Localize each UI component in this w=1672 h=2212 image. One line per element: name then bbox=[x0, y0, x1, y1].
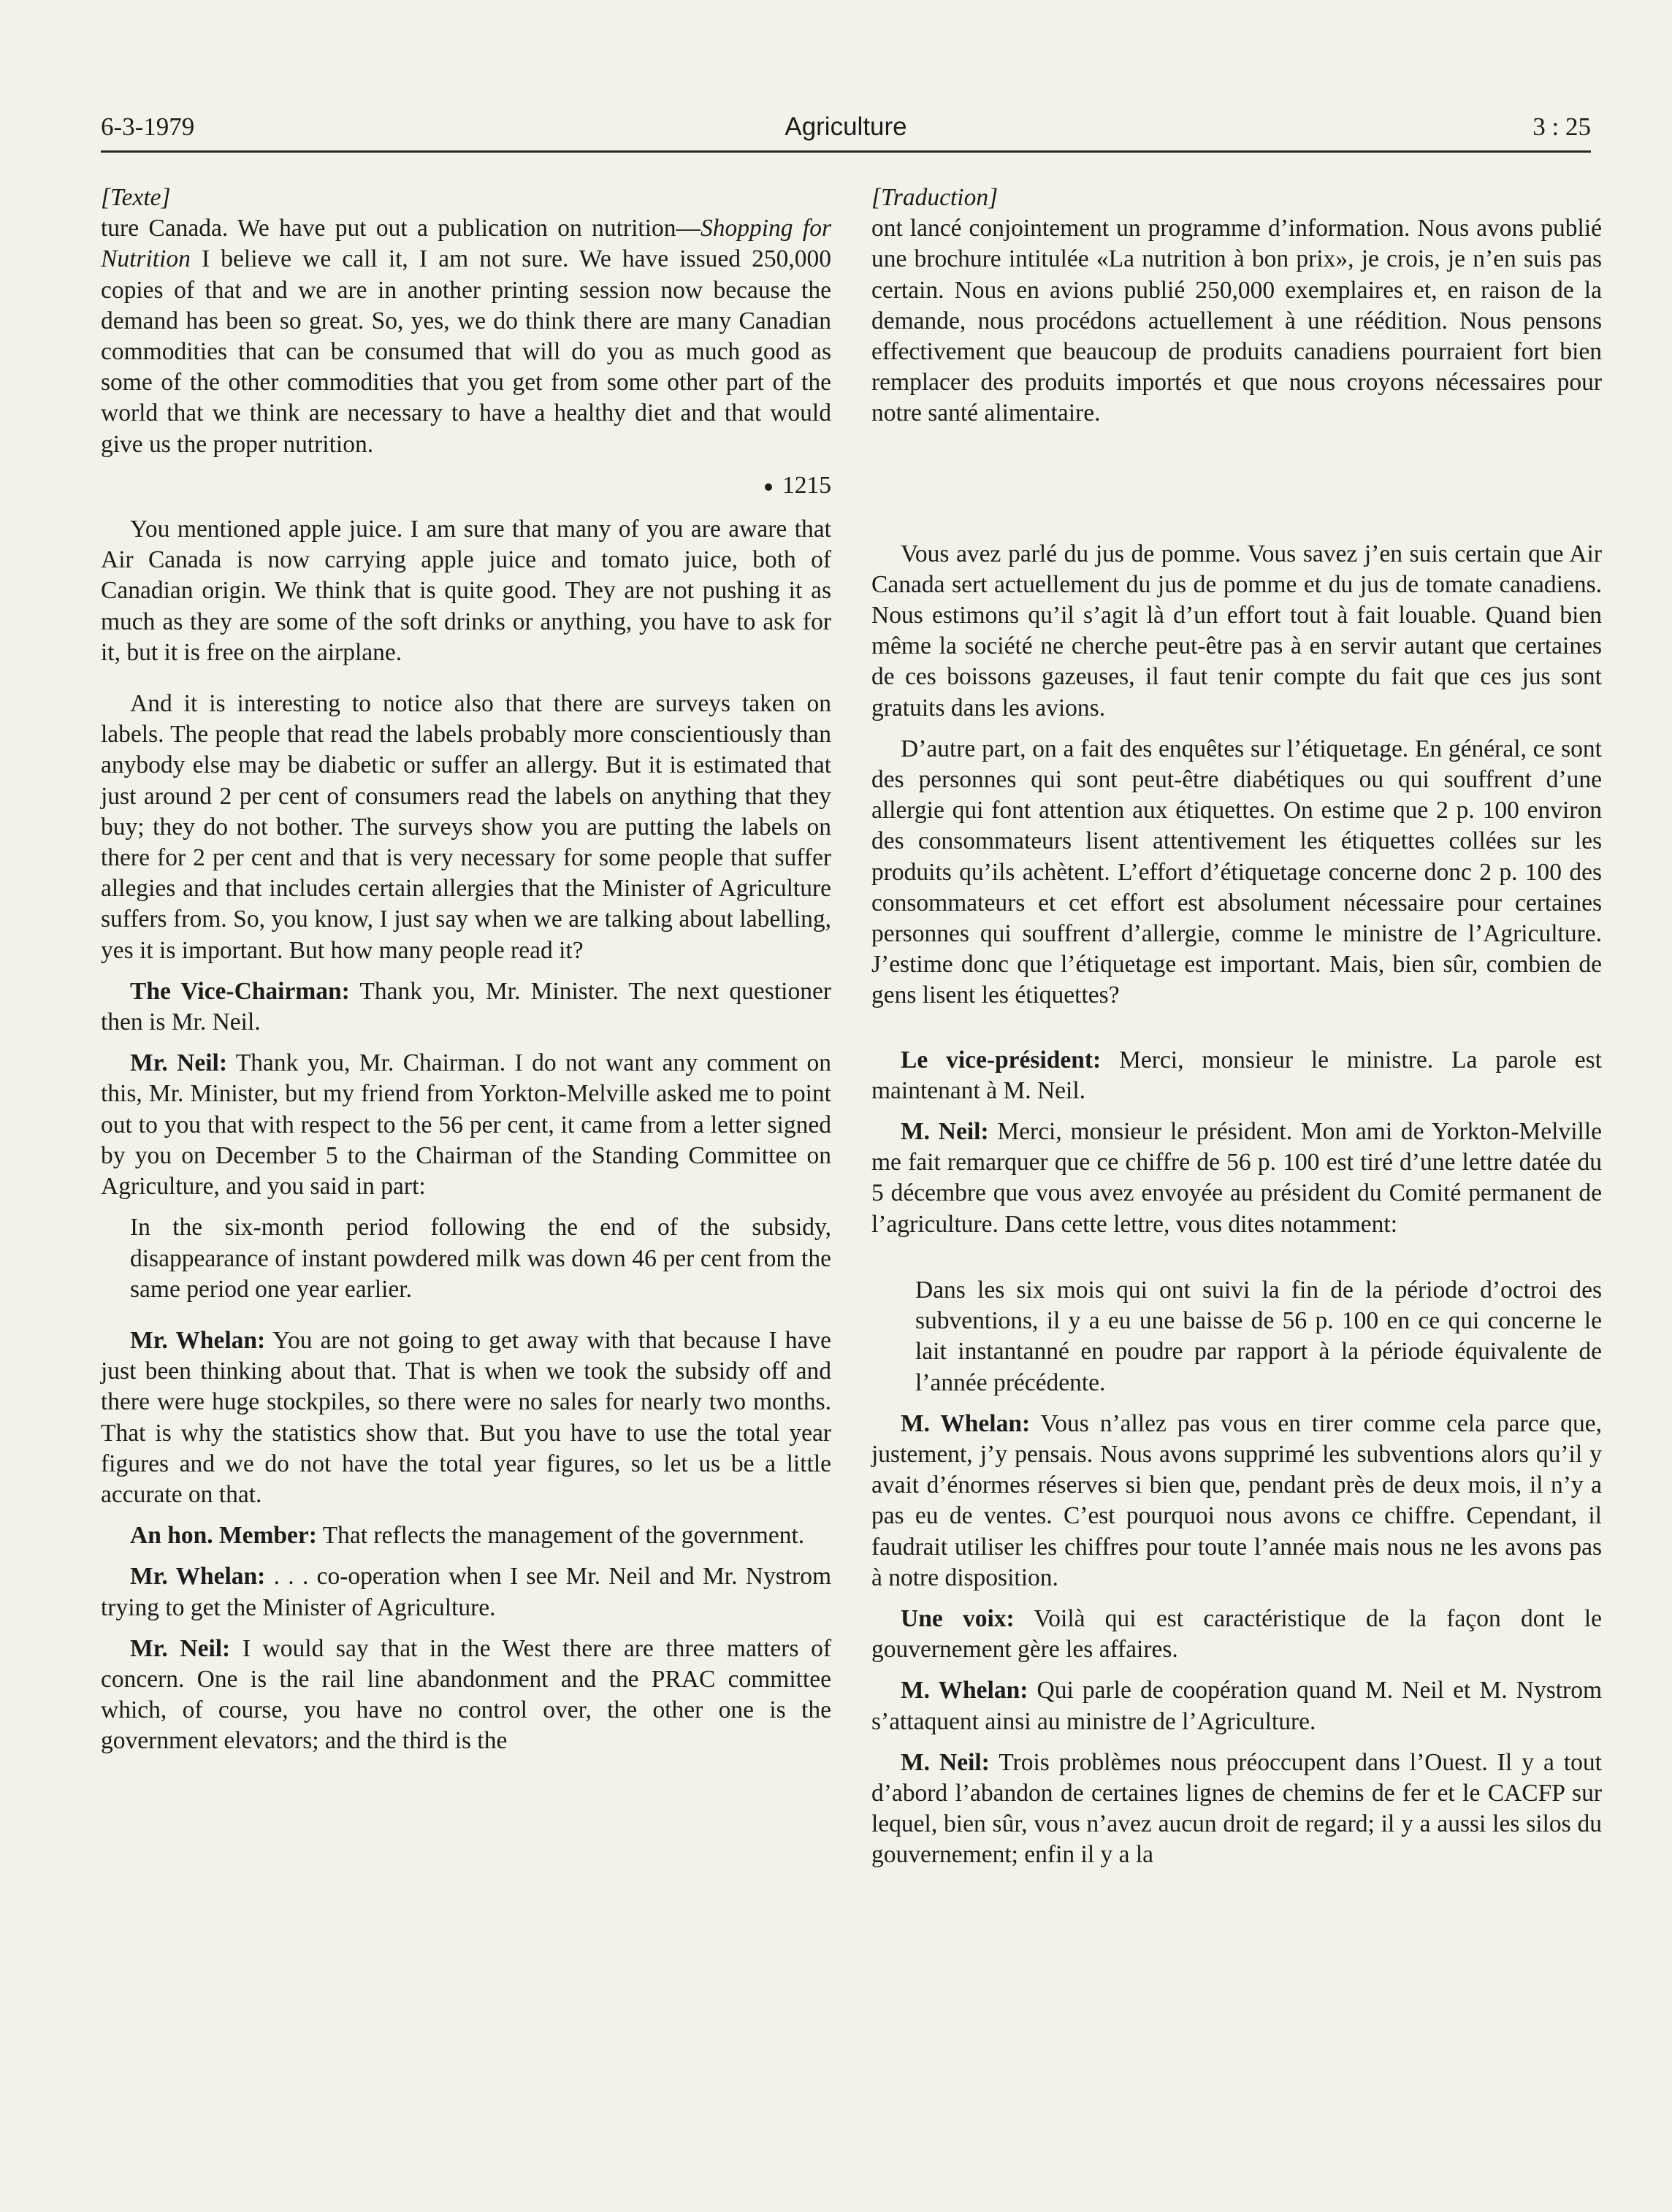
paragraph: Vous avez parlé du jus de pomme. Vous savez j’en suis certain que Air Canada sert actuellement du jus de pomme et du jus de tomate canadiens. Nous estimons qu’il s’agit là d’un effort tout à fait louable. Quand bien même la société ne cherche peut-être pas à en servir autant que certaines de ces boissons gazeuses, il faut tenir compte du fait que ces jus sont gratuits dans les avions. bbox=[871, 540, 1602, 722]
paragraph: D’autre part, on a fait des enquêtes sur l’étiquetage. En général, ce sont des personnes qui sont peut-être diabétiques ou qui souffrent d’une allergie qui font attention aux étiquettes. On estime que 2 p. 100 environ des consommateurs lisent attentivement les étiquettes collées sur les produits qu’ils achètent. L’effort d’étiquetage concerne donc 2 p. 100 des consommateurs et cet effort est absolument nécessaire pour certaines personnes qui souffrent d’allergie, comme le ministre de l’Agriculture. J’estime donc que l’étiquetage est important. Mais, bien sûr, combien de gens lisent les étiquettes? bbox=[871, 735, 1602, 1009]
french-column bbox=[871, 183, 1602, 1871]
speaker-paragraph: Mr. Whelan: You are not going to get away with that because I have just been thinking about that. That is when we took the subsidy off and there were huge stockpiles, so there were no sales for nearly two months. That is why the statistics show that. But you have to use the total year figures and we do not have the total year figures, so let us be a little accurate on that. bbox=[101, 1326, 831, 1508]
speaker-paragraph: Mr. Whelan: . . . co-operation when I see Mr. Neil and Mr. Nystrom trying to get the Minister of Agriculture. bbox=[101, 1563, 831, 1621]
bullet-icon bbox=[765, 483, 772, 491]
speaker-paragraph: An hon. Member: That reflects the management of the government. bbox=[130, 1522, 805, 1550]
speaker-paragraph: Le vice-président: Merci, monsieur le ministre. La parole est maintenant à M. Neil. bbox=[871, 1046, 1602, 1104]
paragraph: ont lancé conjointement un programme d’information. Nous avons publié une brochure intitulée «La nutrition à bon prix», je crois, je n’en suis pas certain. Nous en avions publié 250,000 exemplaires et, en raison de la demande, nous procédons actuellement à une réédition. Nous pensons effectivement que beaucoup de produits canadiens pourraient fort bien remplacer des produits importés et que nous croyons nécessaires pour notre santé alimentaire. bbox=[871, 215, 1602, 427]
header-page-number: 3 : 25 bbox=[1532, 112, 1591, 141]
paragraph: You mentioned apple juice. I am sure that many of you are aware that Air Canada is now carrying apple juice and tomato juice, both of Canadian origin. We think that is quite good. They are not pushing it as much as they are some of the soft drinks or anything, you have to ask for it, but it is free on the airplane. bbox=[101, 516, 831, 666]
speaker-name: M. Neil: bbox=[901, 1748, 990, 1776]
speaker-name: Mr. Whelan: bbox=[130, 1326, 266, 1354]
header-date: 6-3-1979 bbox=[101, 112, 195, 141]
time-marker: 1215 bbox=[101, 470, 831, 501]
block-quote: Dans les six mois qui ont suivi la fin de la période d’octroi des subventions, il y a eu une baisse de 56 p. 100 en ce qui concerne le lait instantanné en poudre par rapport à la période équivalente de l’année précédente. bbox=[915, 1276, 1602, 1396]
block-quote: In the six-month period following the end of the subsidy, disappearance of instant powdered milk was down 46 per cent from the same period one year earlier. bbox=[130, 1214, 831, 1303]
speaker-paragraph: The Vice-Chairman: Thank you, Mr. Minister. The next questioner then is Mr. Neil. bbox=[101, 977, 831, 1036]
paragraph: And it is interesting to notice also that there are surveys taken on labels. The people that read the labels probably more conscientiously than anybody else may be diabetic or suffer an allergy. But it is estimated that just around 2 per cent of consumers read the labels on anything that they buy; they do not bother. The surveys show you are putting the labels on there for 2 per cent and that is very necessary for some people that suffer allegies and that includes certain allergies that the Minister of Agriculture suffers from. So, you know, I just say when we are talking about labelling, yes it is important. But how many people read it? bbox=[101, 690, 831, 964]
paragraph: ture Canada. We have put out a publication on nutrition—Shopping for Nutrition I believe we call it, I am not sure. We have issued 250,000 copies of that and we are in another printing session now because the demand has been so great. So, yes, we do think there are many Canadian commodities that can be consumed that will do you as much good as some of the other commodities that you get from some other part of the world that we think are necessary to have a healthy diet and that would give us the proper nutrition. bbox=[101, 215, 831, 458]
column-label: [Traduction] bbox=[871, 184, 999, 211]
speaker-name: Mr. Whelan: bbox=[130, 1563, 266, 1591]
header-title: Agriculture bbox=[785, 112, 907, 141]
speaker-name: An hon. Member: bbox=[130, 1522, 317, 1550]
speaker-name: M. Whelan: bbox=[901, 1409, 1031, 1437]
speaker-paragraph: M. Neil: Trois problèmes nous préoccupent dans l’Ouest. Il y a tout d’abord l’abandon de certaines lignes de chemins de fer et le CACFP sur lequel, bien sûr, vous n’avez aucun droit de regard; il y a aussi les silos du gouvernement; enfin il y a la bbox=[871, 1748, 1602, 1869]
speaker-paragraph: M. Whelan: Vous n’allez pas vous en tirer comme cela parce que, justement, j’y pensais. Nous avons supprimé les subventions alors qu’il y avait d’énormes réserves si bien que, pendant près de deux mois, il n’y a pas eu de ventes. C’est pourquoi nous avons ce chiffre. Cependant, il faudrait utiliser les chiffres pour toute l’année mais nous ne les avons pas à notre disposition. bbox=[871, 1409, 1602, 1591]
speaker-name: Mr. Neil: bbox=[130, 1049, 228, 1077]
speaker-name: Une voix: bbox=[901, 1604, 1015, 1632]
english-column bbox=[101, 183, 831, 1757]
speaker-paragraph: M. Whelan: Qui parle de coopération quand M. Neil et M. Nystrom s’attaquent ainsi au ministre de l’Agriculture. bbox=[871, 1677, 1602, 1735]
speaker-name: Le vice-président: bbox=[901, 1046, 1102, 1074]
speaker-paragraph: M. Neil: Merci, monsieur le président. Mon ami de Yorkton-Melville me fait remarquer que ce chiffre de 56 p. 100 est tiré d’une lettre datée du 5 décembre que vous avez envoyée au président du Comité permanent de l’agriculture. Dans cette lettre, vous dites notamment: bbox=[871, 1118, 1603, 1238]
speaker-name: M. Whelan: bbox=[901, 1677, 1028, 1704]
speaker-name: The Vice-Chairman: bbox=[130, 977, 350, 1005]
speaker-paragraph: Une voix: Voilà qui est caractéristique de la façon dont le gouvernement gère les affaires. bbox=[871, 1604, 1602, 1664]
column-label: [Texte] bbox=[101, 184, 171, 211]
speaker-name: M. Neil: bbox=[901, 1118, 989, 1146]
speaker-name: Mr. Neil: bbox=[130, 1634, 231, 1662]
page-header bbox=[101, 110, 1591, 153]
speaker-paragraph: Mr. Neil: Thank you, Mr. Chairman. I do not want any comment on this, Mr. Minister, but my friend from Yorkton-Melville asked me to point out to you that with respect to the 56 per cent, it came from a letter signed by you on December 5 to the Chairman of the Standing Committee on Agriculture, and you said in part: bbox=[101, 1049, 831, 1201]
speaker-paragraph: Mr. Neil: I would say that in the West there are three matters of concern. One is the rail line abandonment and the PRAC committee which, of course, you have no control over, the other one is the government elevators; and the third is the bbox=[101, 1634, 831, 1755]
